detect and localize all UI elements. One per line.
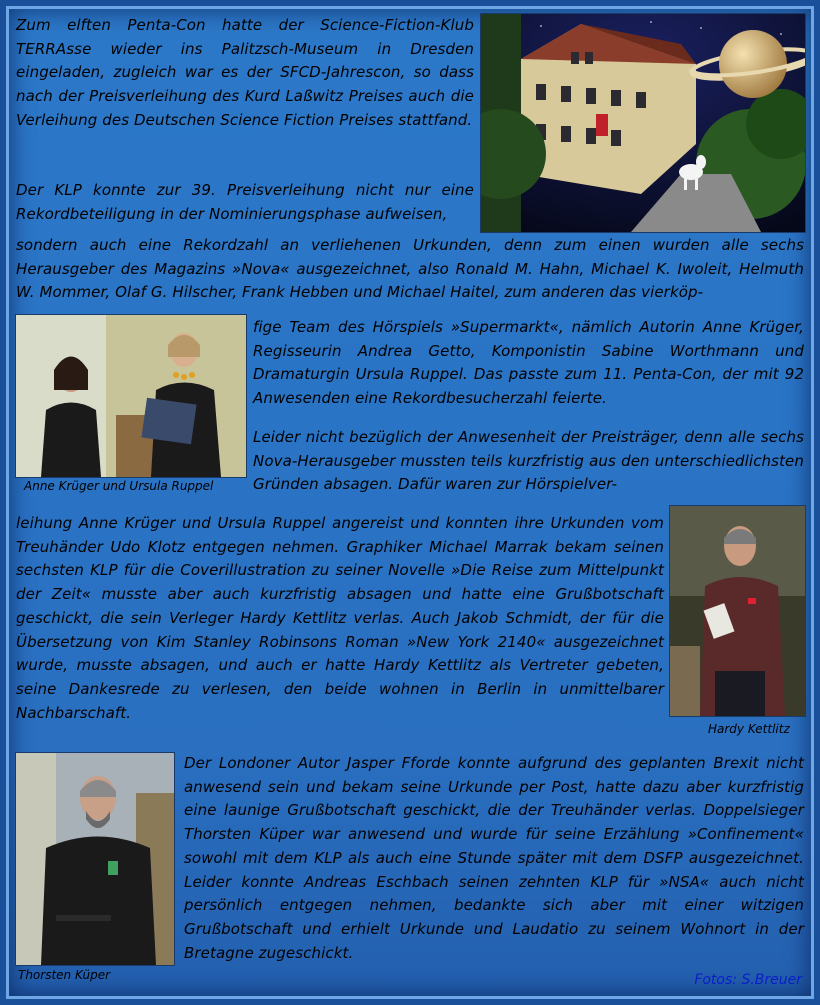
paragraph-klp-a: Der KLP konnte zur 39. Preisverleihung nicht nur eine Rekordbeteiligung in der Nominierungsphase aufweisen, [16,181,474,223]
paragraph-intro: Zum elften Penta-Con hatte der Science-Fiction-Klub TERRAsse wieder ins Palitzsch-Museum in Dresden eingeladen, zugleich war es der SFCD-Jahrescon, so dass nach der Preisverleihung des Kurd Laßwitz Preises auch die Verleihung des Deutschen Science Fiction Preises stattfand. [16,16,474,129]
paragraph-hoerspiel: fige Team des Hörspiels »Supermarkt«, nämlich Autorin Anne Krüger, Regisseurin Andrea Getto, Komponistin Sabine Worthmann und Dramaturgin Ursula Ruppel. Das passte zum 11. Penta-Con, der mit 92 Anwesenden eine Rekordbesucherzahl feierte. [253,318,804,408]
kettlitz-photo [669,505,806,717]
caption-krueger-ruppel: Anne Krüger und Ursula Ruppel [24,479,214,493]
paragraph-kettlitz: leihung Anne Krüger und Ursula Ruppel angereist und konnten ihre Urkunden vom Treuhänder Udo Klotz entgegen nehmen. Graphiker Michael Marrak bekam seinen sechsten KLP für die Coverillustration zu seiner Novelle »Die Reise zum Mittelpunkt der Zeit« musste aber auch kurzfristig absagen und hatte eine Grußbotschaft geschickt, die sein Verleger Hardy Kettlitz verlas. Auch Jakob Schmidt, der für die Übersetzung von Kim Stanley Robinsons Roman »New York 2140« ausgezeichnet wurde, musste absagen, und auch er hatte Hardy Kettlitz als Vertreter gebeten, seine Dankesrede zu verlesen, den beide wohnen in Berlin in unmittelbarer Nachbarschaft. [16,514,664,722]
museum-photo [480,13,806,233]
paragraph-klp-b: sondern auch eine Rekordzahl an verliehenen Urkunden, denn zum einen wurden alle sechs Herausgeber des Magazins »Nova« ausgezeichnet, also Ronald M. Hahn, Michael K. Iwoleit, Helmuth W. Mommer, Olaf G. Hilscher, Frank Hebben und Michael Haitel, zum anderen das vierköp- [16,236,804,302]
caption-kettlitz: Hardy Kettlitz [708,722,790,736]
paragraph-absagen: Leider nicht bezüglich der Anwesenheit der Preisträger, denn alle sechs Nova-Herausgeber mussten teils kurzfristig aus den unterschiedlichsten Gründen absagen. Dafür waren zur Hörspielver- [253,428,804,494]
paragraph-fforde: Der Londoner Autor Jasper Fforde konnte aufgrund des geplanten Brexit nicht anwesend sein und bekam seine Urkunde per Post, hatte dazu aber kurzfristig eine launige Grußbotschaft geschickt, die der Treuhänder verlas. Doppelsieger Thorsten Küper war anwesend und wurde für seine Erzählung »Confinement« sowohl mit dem KLP als auch eine Stunde später mit dem DSFP ausgezeichnet. Leider konnte Andreas Eschbach seinen zehnten KLP für »NSA« auch nicht persönlich entgegen nehmen, bedankte sich aber mit einer witzigen Grußbotschaft und erhielt Urkunde und Laudatio zu seinem Wohnort in der Bretagne zugeschickt. [184,754,804,962]
krueger-ruppel-photo [15,314,247,478]
kueper-photo [15,752,175,966]
photo-credit: Fotos: S.Breuer [694,972,802,988]
caption-kueper: Thorsten Küper [18,968,111,982]
